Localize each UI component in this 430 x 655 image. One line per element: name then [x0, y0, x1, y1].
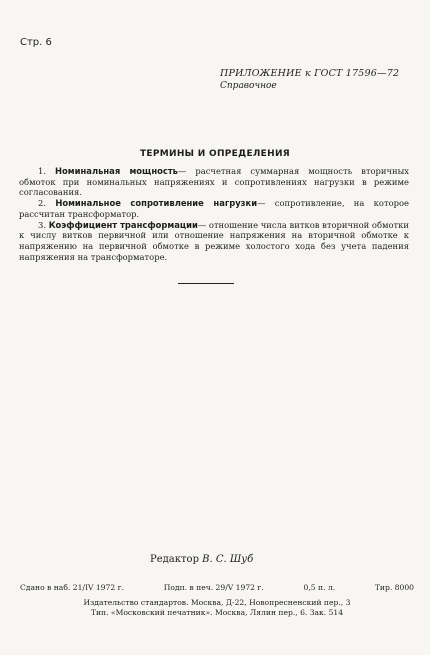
imprint — [20, 583, 414, 618]
imprint-publisher: Издательство стандартов. Москва, Д-22, Новопресненский пер., 3 — [83, 598, 351, 607]
term: Коэффициент трансформации — [48, 219, 198, 230]
definitions-list — [19, 166, 409, 262]
editor-line — [150, 554, 253, 565]
term: Номинальное сопротивление нагрузки — [55, 198, 258, 209]
definition-text: — отношение числа витков вторичной обмотки к числу витков первичной или отношение напряжения на вторичной обмотке к напряжению на первичной обмотке в режиме холостого хода без учета падения напряжения на трансформаторе. — [19, 219, 409, 262]
imprint-print-run: Тир. 8000 — [374, 583, 414, 592]
definition-item — [19, 166, 409, 198]
definition-item — [19, 220, 409, 263]
divider-rule — [178, 283, 234, 284]
definition-text: — сопротивление, на которое рассчитан трансформатор. — [19, 198, 409, 219]
imprint-printer: Тип. «Московский печатник». Москва, Лялин пер., 6. Зак. 514 — [90, 608, 344, 617]
appendix-heading: ПРИЛОЖЕНИЕ к ГОСТ 17596—72 — [220, 68, 400, 79]
definition-item — [19, 198, 409, 219]
editor-name: В. С. Шуб — [202, 554, 254, 565]
editor-label: Редактор — [150, 554, 199, 565]
appendix-type: Справочное — [220, 81, 277, 91]
page-number: Стр. 6 — [20, 37, 52, 48]
item-number: 2. — [38, 198, 46, 209]
section-title: ТЕРМИНЫ И ОПРЕДЕЛЕНИЯ — [139, 149, 291, 159]
item-number: 3. — [38, 219, 46, 230]
imprint-sent: Сдано в наб. 21/IV 1972 г. — [20, 583, 124, 592]
definition-text: — расчетная суммарная мощность вторичных обмоток при номинальных напряжениях и сопротивлениях нагрузки в режиме согласования. — [19, 166, 410, 198]
term: Номинальная мощность — [55, 166, 178, 176]
imprint-details — [20, 583, 414, 593]
item-number: 1. — [38, 166, 46, 176]
imprint-signed: Подп. в печ. 29/V 1972 г. — [163, 583, 264, 592]
imprint-sheets: 0,5 п. л. — [303, 583, 336, 592]
